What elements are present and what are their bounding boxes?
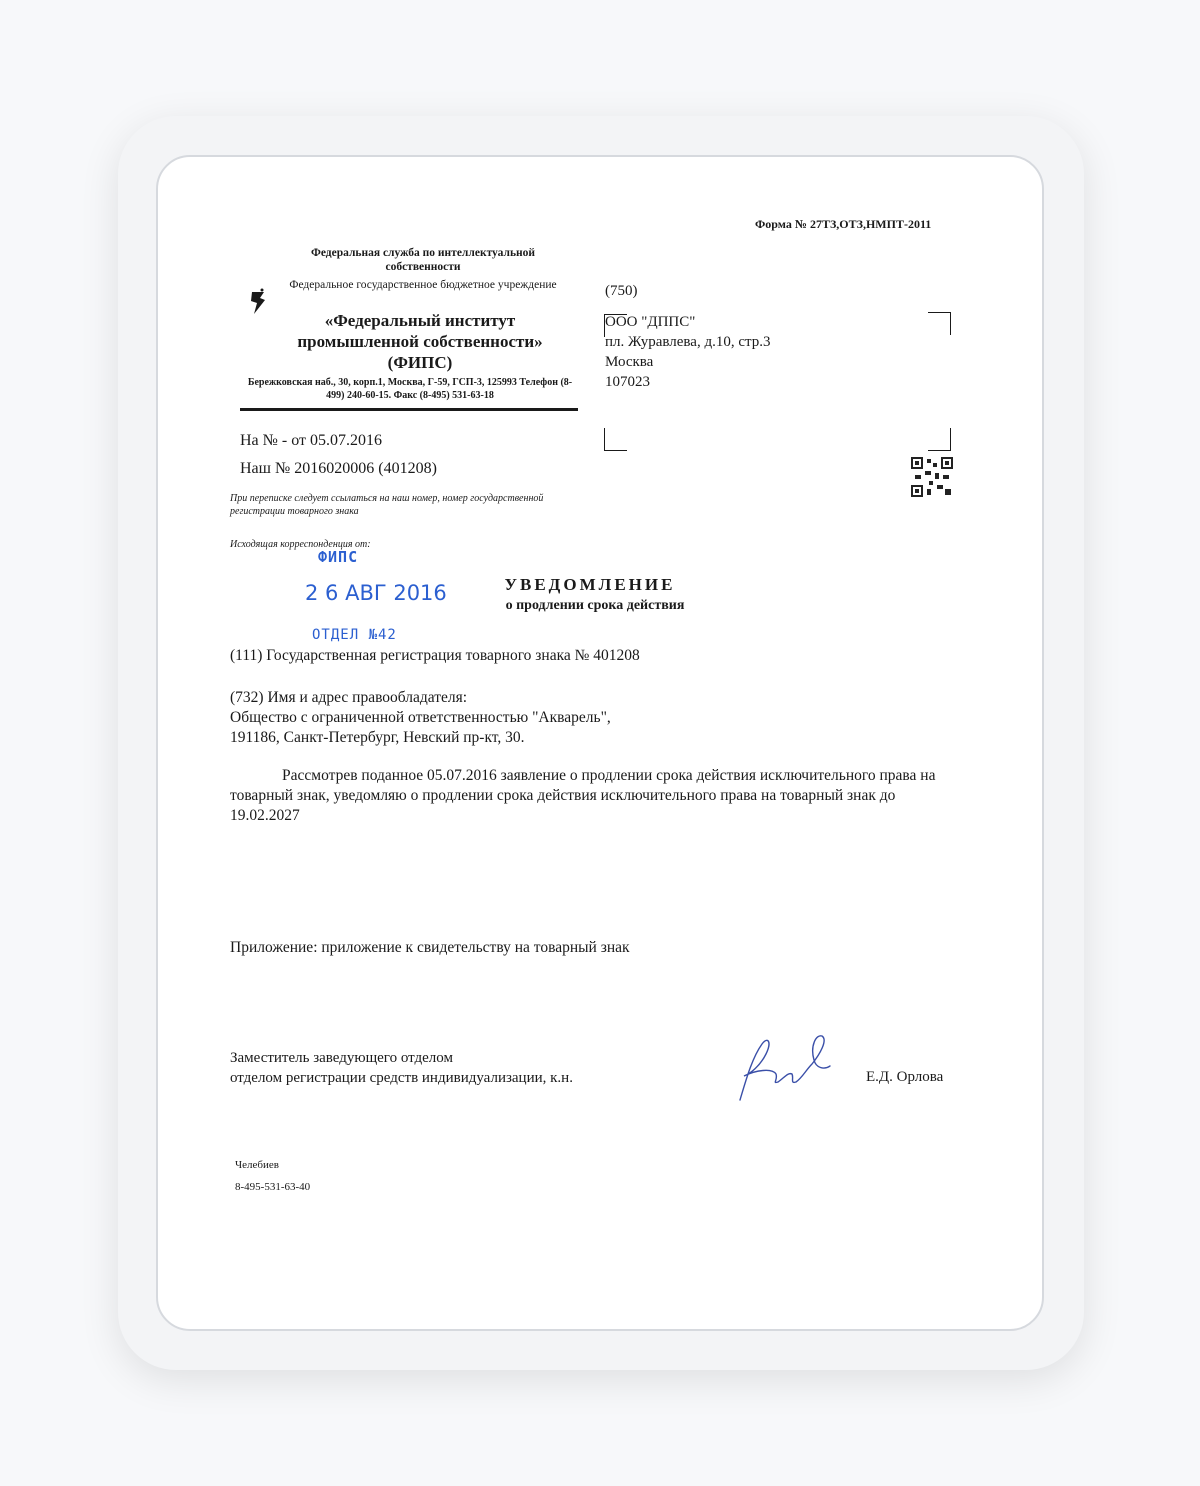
main-paragraph: Рассмотрев поданное 05.07.2016 заявление о продлении срока действия исключительного права на товарный знак, уведомляю о продлении срока действия исключительного права на товарный знак до 19.02.2027	[230, 767, 936, 824]
form-number: Форма № 27ТЗ,ОТЗ,НМПТ-2011	[755, 217, 932, 231]
stamp-dept: ОТДЕЛ №42	[312, 627, 397, 643]
their-reference: На № - от 05.07.2016	[240, 432, 383, 449]
contact-phone: 8-495-531-63-40	[235, 1181, 311, 1193]
header-service: Федеральная служба по интеллектуальной собственности	[310, 247, 536, 273]
stamp-date: 2 6 АВГ 2016	[305, 581, 447, 605]
document-subtitle: о продлении срока действия	[505, 598, 685, 613]
recipient-city: Москва	[605, 354, 654, 370]
registration-line: (111) Государственная регистрация товарного знака № 401208	[230, 647, 640, 664]
stamp-org: ФИПС	[318, 548, 359, 566]
holder-label: (732) Имя и адрес правообладателя:	[230, 689, 468, 706]
recipient-zip: 107023	[605, 374, 650, 390]
contact-name: Челебиев	[235, 1159, 279, 1171]
header-divider	[240, 408, 578, 411]
reference-note: При переписке следует ссылаться на наш номер, номер государственной регистрации товарного знака	[230, 493, 544, 517]
address-corner-tr	[928, 312, 951, 335]
qr-code-icon	[911, 457, 953, 497]
address-corner-bl	[604, 428, 627, 451]
fips-logo-icon	[248, 288, 268, 316]
recipient-code: (750)	[605, 283, 638, 299]
outgoing-label: Исходящая корреспонденция от:	[230, 539, 371, 550]
header-agency-type: Федеральное государственное бюджетное учреждение	[289, 279, 557, 291]
our-reference: Наш № 2016020006 (401208)	[240, 460, 437, 477]
signatory-name: Е.Д. Орлова	[866, 1069, 944, 1085]
recipient-company: ООО "ДППС"	[605, 314, 696, 330]
header-address: Бережковская наб., 30, корп.1, Москва, Г-59, ГСП-3, 125993 Телефон (8-499) 240-60-15. Факс (8-495) 531-63-18	[247, 377, 573, 401]
signatory-position-2: отделом регистрации средств индивидуализации, к.н.	[230, 1070, 573, 1086]
header-institute: «Федеральный институт промышленной собственности» (ФИПС)	[297, 311, 543, 372]
signatory-position-1: Заместитель заведующего отделом	[230, 1050, 453, 1066]
recipient-street: пл. Журавлева, д.10, стр.3	[605, 334, 771, 350]
document-title: УВЕДОМЛЕНИЕ	[504, 575, 676, 594]
holder-name: Общество с ограниченной ответственностью "Акварель",	[230, 709, 611, 726]
attachment-line: Приложение: приложение к свидетельству на товарный знак	[230, 939, 630, 956]
holder-address: 191186, Санкт-Петербург, Невский пр-кт, 30.	[230, 729, 525, 746]
address-corner-br	[928, 428, 951, 451]
signature-icon	[732, 1030, 832, 1104]
